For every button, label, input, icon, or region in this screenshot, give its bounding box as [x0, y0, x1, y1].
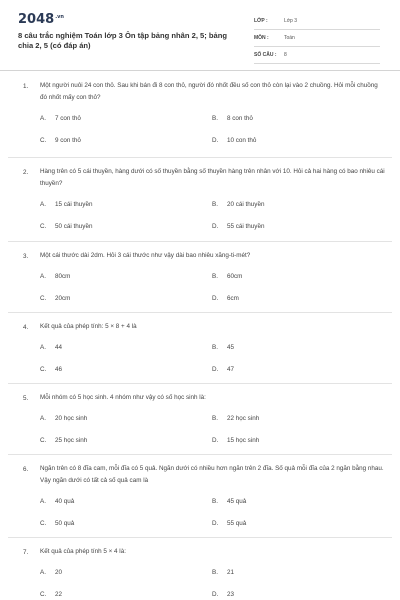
option-text: 10 con thỏ — [227, 137, 257, 144]
header-divider — [0, 70, 400, 71]
option-text: 22 học sinh — [227, 415, 260, 422]
option-letter: D. — [212, 295, 219, 302]
logo-text: 2048 — [18, 12, 55, 27]
option-text: 9 con thỏ — [55, 137, 81, 144]
option-text: 55 cái thuyền — [227, 223, 265, 230]
option-a[interactable] — [40, 115, 81, 122]
worksheet-title: 8 câu trắc nghiệm Toán lớp 3 Ôn tập bảng nhân 2, 5; bảng chia 2, 5 (có đáp án) — [18, 31, 228, 50]
option-text: 21 — [227, 569, 235, 576]
option-d[interactable] — [212, 137, 256, 144]
option-d[interactable] — [212, 591, 234, 598]
option-text: 20cm — [55, 295, 71, 302]
option-d[interactable] — [212, 295, 239, 302]
question-divider — [8, 241, 392, 242]
option-text: 55 quả — [227, 520, 247, 527]
option-letter: D. — [212, 437, 219, 444]
option-letter: A. — [40, 344, 46, 351]
option-text: 47 — [227, 366, 235, 373]
option-c[interactable] — [40, 437, 87, 444]
question-text: Ngăn trên có 8 đĩa cam, mỗi đĩa có 5 quả. Ngăn dưới có nhiều hơn ngăn trên 2 đĩa. Số quả mỗi đĩa của 2 ngăn bằng nhau. Vậy ngăn dưới có tất cả số quả cam là — [40, 465, 384, 484]
option-letter: A. — [40, 498, 46, 505]
option-text: 80cm — [55, 273, 71, 280]
option-b[interactable] — [212, 415, 259, 422]
option-d[interactable] — [212, 520, 246, 527]
option-text: 15 học sinh — [227, 437, 260, 444]
meta-box — [254, 16, 380, 67]
option-c[interactable] — [40, 295, 70, 302]
option-b[interactable] — [212, 273, 242, 280]
option-letter: B. — [212, 498, 218, 505]
option-letter: D. — [212, 520, 219, 527]
meta-row-class — [254, 16, 380, 30]
option-text: 6cm — [227, 295, 239, 302]
question-number: 7. — [23, 549, 29, 556]
option-text: 50 quả — [55, 520, 75, 527]
option-text: 46 — [55, 366, 63, 373]
meta-row-count — [254, 50, 380, 64]
option-a[interactable] — [40, 344, 62, 351]
option-letter: B. — [212, 344, 218, 351]
option-b[interactable] — [212, 344, 234, 351]
question-number: 4. — [23, 324, 29, 331]
option-letter: C. — [40, 437, 47, 444]
option-text: 8 con thỏ — [227, 115, 253, 122]
option-letter: C. — [40, 295, 47, 302]
question-divider — [8, 157, 392, 158]
site-logo[interactable] — [18, 12, 64, 27]
option-b[interactable] — [212, 498, 246, 505]
question-text: Kết quả của phép tính 5 × 4 là: — [40, 548, 126, 555]
option-text: 22 — [55, 591, 63, 598]
option-letter: C. — [40, 137, 47, 144]
option-d[interactable] — [212, 223, 264, 230]
option-letter: A. — [40, 201, 46, 208]
question-text: Một cái thước dài 2dm. Hỏi 3 cái thước như vậy dài bao nhiêu xăng-ti-mét? — [40, 252, 251, 259]
option-text: 20 — [55, 569, 63, 576]
option-letter: C. — [40, 366, 47, 373]
option-text: 60cm — [227, 273, 243, 280]
option-letter: C. — [40, 520, 47, 527]
option-b[interactable] — [212, 115, 253, 122]
option-letter: C. — [40, 591, 47, 598]
option-b[interactable] — [212, 201, 264, 208]
logo-suffix: .vn — [55, 13, 64, 20]
option-a[interactable] — [40, 415, 87, 422]
option-c[interactable] — [40, 223, 92, 230]
option-d[interactable] — [212, 366, 234, 373]
option-text: 23 — [227, 591, 235, 598]
option-text: 15 cái thuyền — [55, 201, 93, 208]
option-text: 40 quả — [55, 498, 75, 505]
question-divider — [8, 454, 392, 455]
option-letter: D. — [212, 223, 219, 230]
option-a[interactable] — [40, 201, 92, 208]
option-letter: A. — [40, 273, 46, 280]
question-number: 2. — [23, 169, 29, 176]
option-a[interactable] — [40, 498, 74, 505]
option-text: 7 con thỏ — [55, 115, 81, 122]
meta-value-count: 8 — [284, 52, 287, 58]
option-c[interactable] — [40, 137, 81, 144]
meta-value-class: Lớp 3 — [284, 18, 298, 24]
option-text: 45 quả — [227, 498, 247, 505]
option-text: 44 — [55, 344, 63, 351]
option-a[interactable] — [40, 569, 62, 576]
option-letter: B. — [212, 115, 218, 122]
question-text: Hàng trên có 5 cái thuyền, hàng dưới có số thuyền bằng số thuyền hàng trên nhân với 10. Hỏi cả hai hàng có bao nhiêu cái thuyền? — [40, 168, 385, 187]
meta-label-class: LỚP : — [254, 18, 268, 24]
option-c[interactable] — [40, 591, 62, 598]
meta-label-subject: MÔN : — [254, 35, 269, 41]
question-number: 6. — [23, 466, 29, 473]
option-letter: B. — [212, 201, 218, 208]
question-number: 3. — [23, 253, 29, 260]
option-letter: B. — [212, 415, 218, 422]
option-text: 45 — [227, 344, 235, 351]
question-divider — [8, 312, 392, 313]
question-number: 1. — [23, 83, 29, 90]
meta-value-subject: Toán — [284, 35, 295, 41]
question-number: 5. — [23, 395, 29, 402]
question-divider — [8, 537, 392, 538]
option-text: 20 học sinh — [55, 415, 88, 422]
meta-row-subject — [254, 33, 380, 47]
option-letter: A. — [40, 569, 46, 576]
option-c[interactable] — [40, 520, 74, 527]
option-letter: D. — [212, 137, 219, 144]
question-text: Kết quả của phép tính: 5 × 8 + 4 là — [40, 323, 137, 330]
question-divider — [8, 383, 392, 384]
option-text: 20 cái thuyền — [227, 201, 265, 208]
option-text: 50 cái thuyền — [55, 223, 93, 230]
option-b[interactable] — [212, 569, 234, 576]
option-a[interactable] — [40, 273, 70, 280]
option-letter: C. — [40, 223, 47, 230]
option-letter: A. — [40, 415, 46, 422]
option-letter: B. — [212, 273, 218, 280]
meta-label-count: SỐ CÂU : — [254, 52, 277, 58]
option-letter: B. — [212, 569, 218, 576]
option-letter: D. — [212, 591, 219, 598]
option-d[interactable] — [212, 437, 259, 444]
question-text: Một người nuôi 24 con thỏ. Sau khi bán đi 8 con thỏ, người đó nhốt đều số con thỏ còn lại vào 2 chuồng. Hỏi mỗi chuồng đó nhốt mấy con thỏ? — [40, 82, 378, 101]
question-text: Mỗi nhóm có 5 học sinh. 4 nhóm như vậy có số học sinh là: — [40, 394, 206, 401]
option-letter: D. — [212, 366, 219, 373]
option-letter: A. — [40, 115, 46, 122]
option-text: 25 học sinh — [55, 437, 88, 444]
option-c[interactable] — [40, 366, 62, 373]
